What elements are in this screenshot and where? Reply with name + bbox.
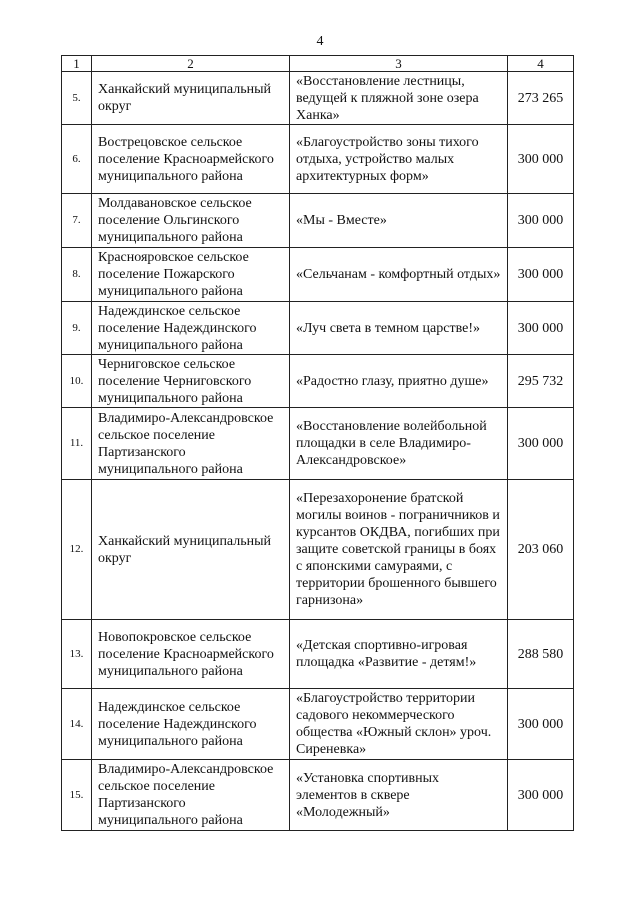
row-number: 12. <box>62 480 92 620</box>
row-number: 8. <box>62 248 92 302</box>
project-cell: «Восстановление волейбольной площадки в селе Владимиро-Александровское» <box>290 408 508 480</box>
amount-cell: 300 000 <box>508 125 574 194</box>
amount-cell: 300 000 <box>508 408 574 480</box>
project-cell: «Установка спортивных элементов в сквере «Молодежный» <box>290 760 508 831</box>
project-cell: «Радостно глазу, приятно душе» <box>290 355 508 408</box>
project-cell: «Сельчанам - комфортный отдых» <box>290 248 508 302</box>
column-header-3: 3 <box>290 56 508 72</box>
table-row <box>62 248 574 302</box>
amount-cell: 300 000 <box>508 248 574 302</box>
recipient-cell: Краснояровское сельское поселение Пожарского муниципального района <box>92 248 290 302</box>
amount-cell: 288 580 <box>508 620 574 689</box>
amount-cell: 300 000 <box>508 689 574 760</box>
page-number: 4 <box>316 34 324 49</box>
row-number: 9. <box>62 302 92 355</box>
row-number: 13. <box>62 620 92 689</box>
row-number: 15. <box>62 760 92 831</box>
recipient-cell: Ханкайский муниципальный округ <box>92 72 290 125</box>
row-number: 10. <box>62 355 92 408</box>
project-cell: «Благоустройство зоны тихого отдыха, устройство малых архитектурных форм» <box>290 125 508 194</box>
amount-cell: 203 060 <box>508 480 574 620</box>
column-header-4: 4 <box>508 56 574 72</box>
table-row <box>62 302 574 355</box>
table-row <box>62 355 574 408</box>
row-number: 7. <box>62 194 92 248</box>
table-row <box>62 194 574 248</box>
amount-cell: 300 000 <box>508 302 574 355</box>
table-row <box>62 689 574 760</box>
recipient-cell: Новопокровское сельское поселение Красноармейского муниципального района <box>92 620 290 689</box>
amount-cell: 300 000 <box>508 194 574 248</box>
recipient-cell: Вострецовское сельское поселение Красноармейского муниципального района <box>92 125 290 194</box>
table-row <box>62 125 574 194</box>
recipient-cell: Ханкайский муниципальный округ <box>92 480 290 620</box>
amount-cell: 295 732 <box>508 355 574 408</box>
table-row <box>62 408 574 480</box>
table-row <box>62 72 574 125</box>
column-header-1: 1 <box>62 56 92 72</box>
table-row <box>62 620 574 689</box>
recipient-cell: Надеждинское сельское поселение Надеждинского муниципального района <box>92 302 290 355</box>
recipient-cell: Владимиро-Александровское сельское поселение Партизанского муниципального района <box>92 760 290 831</box>
recipient-cell: Черниговское сельское поселение Черниговского муниципального района <box>92 355 290 408</box>
project-cell: «Луч света в темном царстве!» <box>290 302 508 355</box>
table-row <box>62 480 574 620</box>
recipient-cell: Молдавановское сельское поселение Ольгинского муниципального района <box>92 194 290 248</box>
project-cell: «Перезахоронение братской могилы воинов - пограничников и курсантов ОКДВА, погибших при защите советской границы в боях с японскими самураями, с территории брошенного бывшего гарнизона» <box>290 480 508 620</box>
row-number: 5. <box>62 72 92 125</box>
table-header-row <box>62 56 574 72</box>
project-cell: «Детская спортивно-игровая площадка «Развитие - детям!» <box>290 620 508 689</box>
amount-cell: 273 265 <box>508 72 574 125</box>
project-cell: «Благоустройство территории садового некоммерческого общества «Южный склон» уроч. Сиреневка» <box>290 689 508 760</box>
column-header-2: 2 <box>92 56 290 72</box>
recipient-cell: Надеждинское сельское поселение Надеждинского муниципального района <box>92 689 290 760</box>
row-number: 6. <box>62 125 92 194</box>
recipient-cell: Владимиро-Александровское сельское поселение Партизанского муниципального района <box>92 408 290 480</box>
project-cell: «Восстановление лестницы, ведущей к пляжной зоне озера Ханка» <box>290 72 508 125</box>
amount-cell: 300 000 <box>508 760 574 831</box>
row-number: 11. <box>62 408 92 480</box>
table-row <box>62 760 574 831</box>
row-number: 14. <box>62 689 92 760</box>
project-cell: «Мы - Вместе» <box>290 194 508 248</box>
grants-table <box>61 55 574 831</box>
